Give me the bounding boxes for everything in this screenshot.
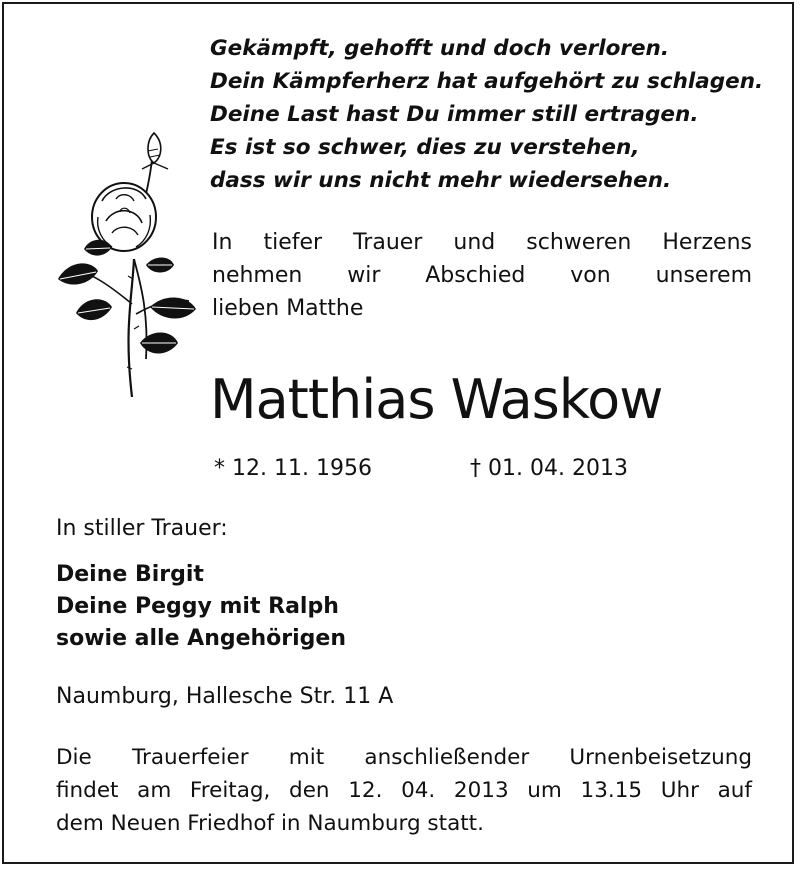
funeral-line: dem Neuen Friedhof in Naumburg statt.	[56, 811, 484, 836]
mourner: Deine Birgit	[56, 562, 204, 587]
deceased-name: Matthias Waskow	[210, 368, 663, 431]
intro-line: In tiefer Trauer und schweren Herzens	[212, 230, 752, 255]
intro-line: nehmen wir Abschied von unserem	[212, 263, 752, 288]
mourner: Deine Peggy mit Ralph	[56, 594, 339, 619]
mourners-heading: In stiller Trauer:	[56, 516, 228, 541]
funeral-notice	[56, 741, 752, 840]
mourners-list	[56, 559, 346, 655]
mourner: sowie alle Angehörigen	[56, 626, 347, 651]
rose-icon	[54, 129, 199, 397]
funeral-line: Die Trauerfeier mit anschließender Urnenbeisetzung	[56, 745, 752, 770]
poem-line: Es ist so schwer, dies zu verstehen,	[210, 135, 640, 160]
poem-line: Dein Kämpferherz hat aufgehört zu schlagen.	[210, 69, 764, 94]
address: Naumburg, Hallesche Str. 11 A	[56, 684, 394, 709]
birth-date: * 12. 11. 1956	[214, 456, 372, 481]
poem-line: Deine Last hast Du immer still ertragen.	[210, 102, 699, 127]
poem-line: Gekämpft, gehofft und doch verloren.	[210, 36, 670, 61]
death-date: † 01. 04. 2013	[470, 456, 628, 481]
funeral-line: findet am Freitag, den 12. 04. 2013 um 13.15 Uhr auf	[56, 778, 752, 803]
obituary-frame	[2, 2, 794, 864]
poem-line: dass wir uns nicht mehr wiedersehen.	[210, 168, 672, 193]
intro-line: lieben Matthe	[212, 296, 364, 321]
intro-text	[212, 226, 752, 325]
poem	[210, 32, 770, 197]
